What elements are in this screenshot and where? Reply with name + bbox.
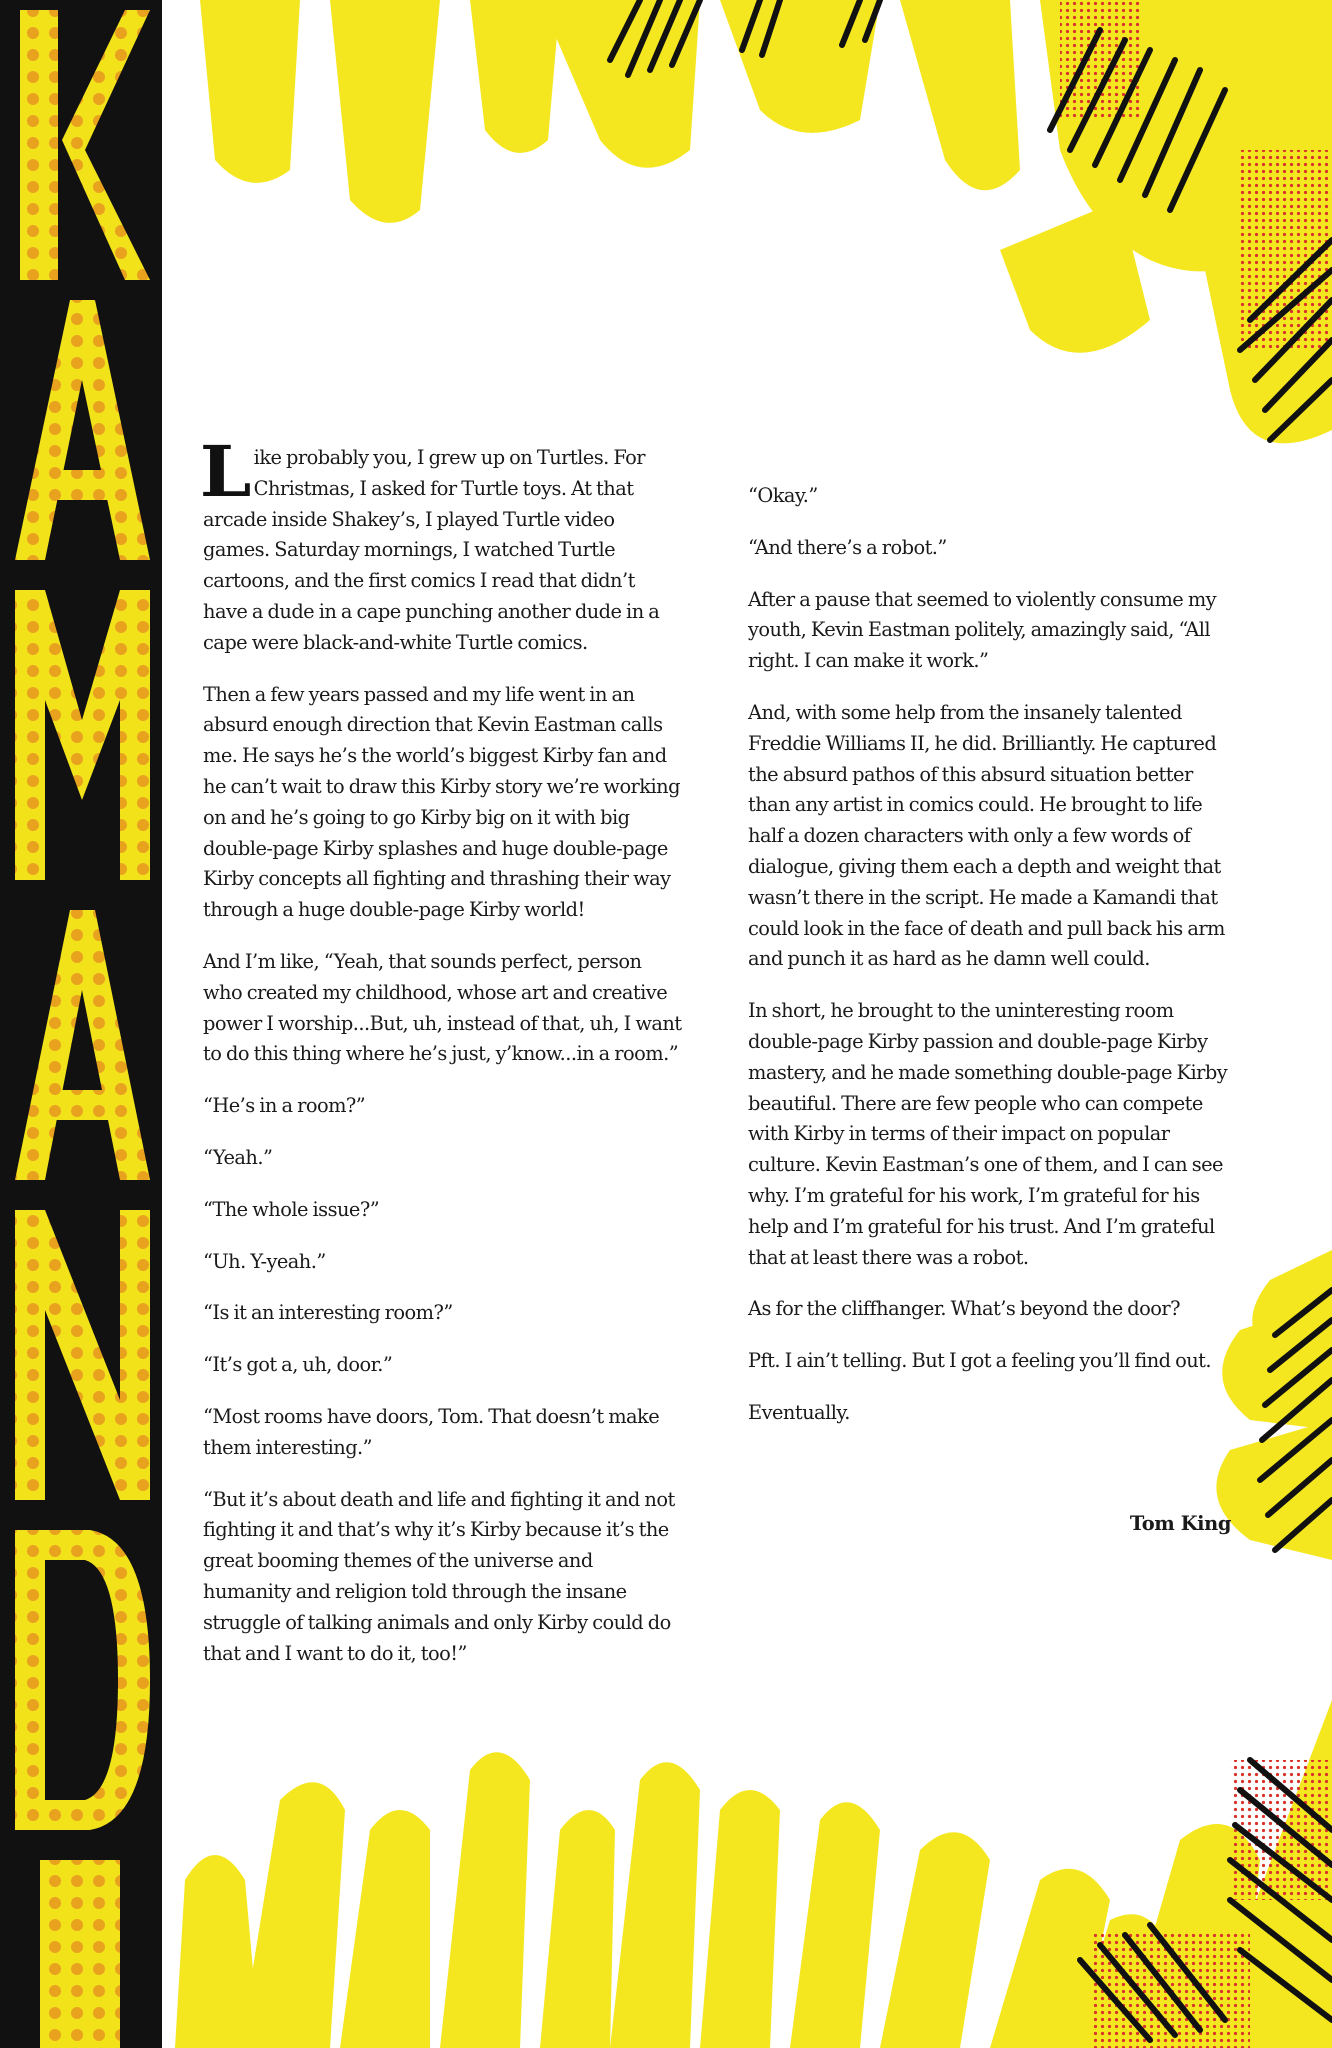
article-paragraph: Eventually. [748, 1400, 850, 1424]
article-paragraph: After a pause that seemed to violently consume my youth, Kevin Eastman politely, amazingly said, “All right. I can make it work.” [748, 587, 1217, 673]
article-paragraph: Pft. I ain’t telling. But I got a feeling you’ll find out. [748, 1349, 1212, 1373]
article-paragraph: As for the cliffhanger. What’s beyond the door? [748, 1297, 1180, 1321]
dialogue-line: “It’s got a, uh, door.” [203, 1353, 393, 1377]
article-paragraph: In short, he brought to the uninteresting room double-page Kirby passion and double-page Kirby mastery, and he made something double-page Kirby beautiful. There are few people who can compete with Kirby in terms of their impact on popular culture. Kevin Eastman’s one of them, and I can see why. I’m grateful for his work, I’m grateful for his help and I’m grateful for his trust. And I’m grateful that at least there was a robot. [748, 999, 1228, 1269]
dialogue-line: “He’s in a room?” [203, 1094, 366, 1118]
article-paragraph: And I’m like, “Yeah, that sounds perfect, person who created my childhood, whose art and creative power I worship...But, uh, instead of that, uh, I want to do this thing where he’s just, y’know...in a room.” [203, 949, 682, 1066]
kamandi-title-banner [0, 0, 162, 2048]
dialogue-line: “Uh. Y-yeah.” [203, 1249, 326, 1273]
drop-cap: L [199, 430, 251, 513]
article-paragraph: “But it’s about death and life and fighting it and not fighting it and that’s why it’s Kirby because it’s the great booming themes of the universe and humanity and religion told through the insane struggle of talking animals and only Kirby could do that and I want to do it, too!” [203, 1487, 675, 1665]
article-paragraph: Then a few years passed and my life went in an absurd enough direction that Kevin Eastman calls me. He says he’s the world’s biggest Kirby fan and he can’t wait to draw this Kirby story we’re working on and he’s going to go Kirby big on it with big double-page Kirby splashes and huge double-page Kirby concepts all fighting and thrashing their way through a huge double-page Kirby world! [203, 682, 680, 922]
dialogue-line: “Is it an interesting room?” [203, 1301, 453, 1325]
article-right-column [748, 443, 1233, 1690]
article-left-column [199, 430, 683, 1690]
article-paragraph: Like probably you, I grew up on Turtles. For Christmas, I asked for Turtle toys. At that arcade inside Shakey’s, I played Turtle video games. Saturday mornings, I watched Turtle cartoons, and the first comics I read that didn’t have a dude in a cape punching another dude in a cape were black-and-white Turtle comics. [199, 430, 660, 654]
author-signature: Tom King [1129, 1512, 1231, 1535]
dialogue-line: “And there’s a robot.” [748, 535, 947, 559]
article-body [199, 430, 1233, 1690]
dialogue-line: “Okay.” [748, 484, 818, 507]
dialogue-line: “Most rooms have doors, Tom. That doesn’t make them interesting.” [203, 1404, 660, 1459]
dialogue-line: “Yeah.” [203, 1145, 273, 1169]
dialogue-line: “The whole issue?” [203, 1197, 380, 1221]
article-paragraph: And, with some help from the insanely talented Freddie Williams II, he did. Brilliantly. He captured the absurd pathos of this absurd situation better than any artist in comics could. He brought to life half a dozen characters with only a few words of dialogue, giving them each a depth and weight that wasn’t there in the script. He made a Kamandi that could look in the face of death and pull back his arm and punch it as hard as he damn well could. [748, 700, 1225, 971]
